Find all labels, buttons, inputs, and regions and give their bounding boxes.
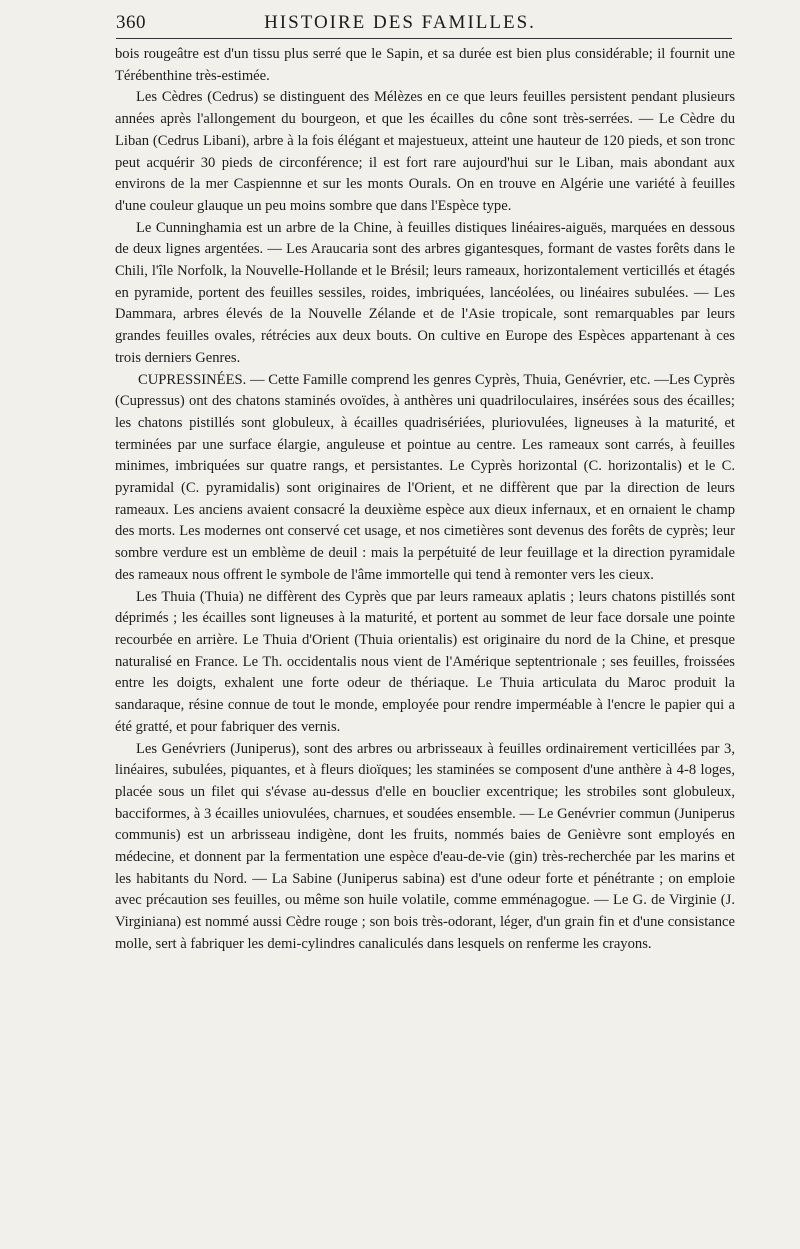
running-title: HISTOIRE DES FAMILLES. <box>264 12 536 33</box>
header-rule <box>116 38 732 39</box>
paragraph-sapin-continuation: bois rougeâtre est d'un tissu plus serré que le Sapin, et sa durée est bien plus considérable; il fournit une Térébenthine très-estimée. <box>115 46 735 84</box>
paragraph-genevriers: Les Genévriers (Juniperus), sont des arbres ou arbrisseaux à feuilles ordinairement verticillées par 3, linéaires, subulées, piquantes, et à fleurs dioïques; les staminées se composent d'une anthère à 4-8 loges, placée sous un filet qui s'évase au-dessus d'elle en bouclier excentrique; les strobiles sont globuleux, bacciformes, à 3 écailles uniovulées, charnues, et soudées ensemble. — Le Genévrier commun (Juniperus communis) est un arbrisseau indigène, dont les fruits, nommés baies de Genièvre sont employés en médecine, et donnent par la fermentation une espèce d'eau-de-vie (gin) très-recherchée par les marins et les habitants du Nord. — La Sabine (Juniperus sabina) est d'une odeur forte et pénétrante ; on emploie avec précaution ses feuilles, ou même son huile volatile, comme emménagogue. — Le G. de Virginie (J. Virginiana) est nommé aussi Cèdre rouge ; son bois très-odorant, léger, d'un grain fin et d'une consistance molle, sert à fabriquer les demi-cylindres canaliculés dans lesquels on renferme les crayons. <box>115 740 735 952</box>
paragraph-cupressinees: CUPRESSINÉES. — Cette Famille comprend les genres Cyprès, Thuia, Genévrier, etc. —Les Cyprès (Cupressus) ont des chatons staminés ovoïdes, à anthères uni quadriloculaires, insérées sous des écailles; les chatons pistillés sont globuleux, à écailles quadrisériées, pluriovulées, ligneuses à la maturité, et terminées par une surface élargie, anguleuse et pointue au centre. Les rameaux sont carrés, à feuilles minimes, imbriquées sur quatre rangs, et persistantes. Le Cyprès horizontal (C. horizontalis) et le C. pyramidal (C. pyramidalis) sont originaires de l'Orient, et ne diffèrent que par la direction de leurs rameaux. Les anciens avaient consacré la deuxième espèce aux dieux infernaux, et en ornaient le champ des morts. Les modernes ont conservé cet usage, et nos cimetières sont devenus des forêts de cyprès; leur sombre verdure est un emblème de deuil : mais la perpétuité de leur feuillage et la direction pyramidale des rameaux nous offrent le symbole de l'âme immortelle qui tend à remonter vers les cieux. <box>115 371 735 583</box>
paragraph-thuia: Les Thuia (Thuia) ne diffèrent des Cyprès que par leurs rameaux aplatis ; leurs chatons pistillés sont déprimés ; les écailles sont ligneuses à la maturité, et portent au sommet de leur face dorsale une pointe recourbée en arrière. Le Thuia d'Orient (Thuia orientalis) est originaire du nord de la Chine, et presque naturalisé en France. Le Th. occidentalis nous vient de l'Amérique septentrionale ; ses feuilles, froissées entre les doigts, exhalent une forte odeur de thériaque. Le Thuia articulata du Maroc produit la sandaraque, résine connue de tout le monde, employée pour rendre imperméable à l'encre le papier qui a été gratté, et pour fabriquer des vernis. <box>115 588 735 735</box>
paragraph-cunninghamia: Le Cunninghamia est un arbre de la Chine, à feuilles distiques linéaires-aiguës, marquées en dessous de deux lignes argentées. — Les Araucaria sont des arbres gigantesques, formant de vastes forêts dans le Chili, l'île Norfolk, la Nouvelle-Hollande et le Brésil; leurs rameaux, horizontalement verticillés et étagés en pyramide, portent des feuilles sessiles, roides, imbriquées, lancéolées, ou linéaires subulées. — Les Dammara, arbres élevés de la Nouvelle Zélande et de l'Asie tropicale, sont remarquables par leurs grandes feuilles ovales, rétrécies aux deux bouts. On cultive en Europe des Espèces appartenant à ces trois derniers Genres. <box>115 219 735 366</box>
paragraph-cedres: Les Cèdres (Cedrus) se distinguent des Mélèzes en ce que leurs feuilles persistent pendant plusieurs années après l'allongement du bourgeon, et que les écailles du cône sont très-serrées. — Le Cèdre du Liban (Cedrus Libani), arbre à la fois élégant et majestueux, atteint une hauteur de 120 pieds, et son tronc peut acquérir 30 pieds de circonférence; il est fort rare aujourd'hui sur le Liban, mais abondant aux environs de la mer Caspiennne et sur les monts Ourals. On en trouve en Algérie une variété à feuilles d'une couleur glauque un peu moins sombre que dans l'Espèce type. <box>115 89 735 214</box>
page-header <box>0 12 800 38</box>
page-number: 360 <box>116 12 146 33</box>
page-body <box>115 44 735 956</box>
